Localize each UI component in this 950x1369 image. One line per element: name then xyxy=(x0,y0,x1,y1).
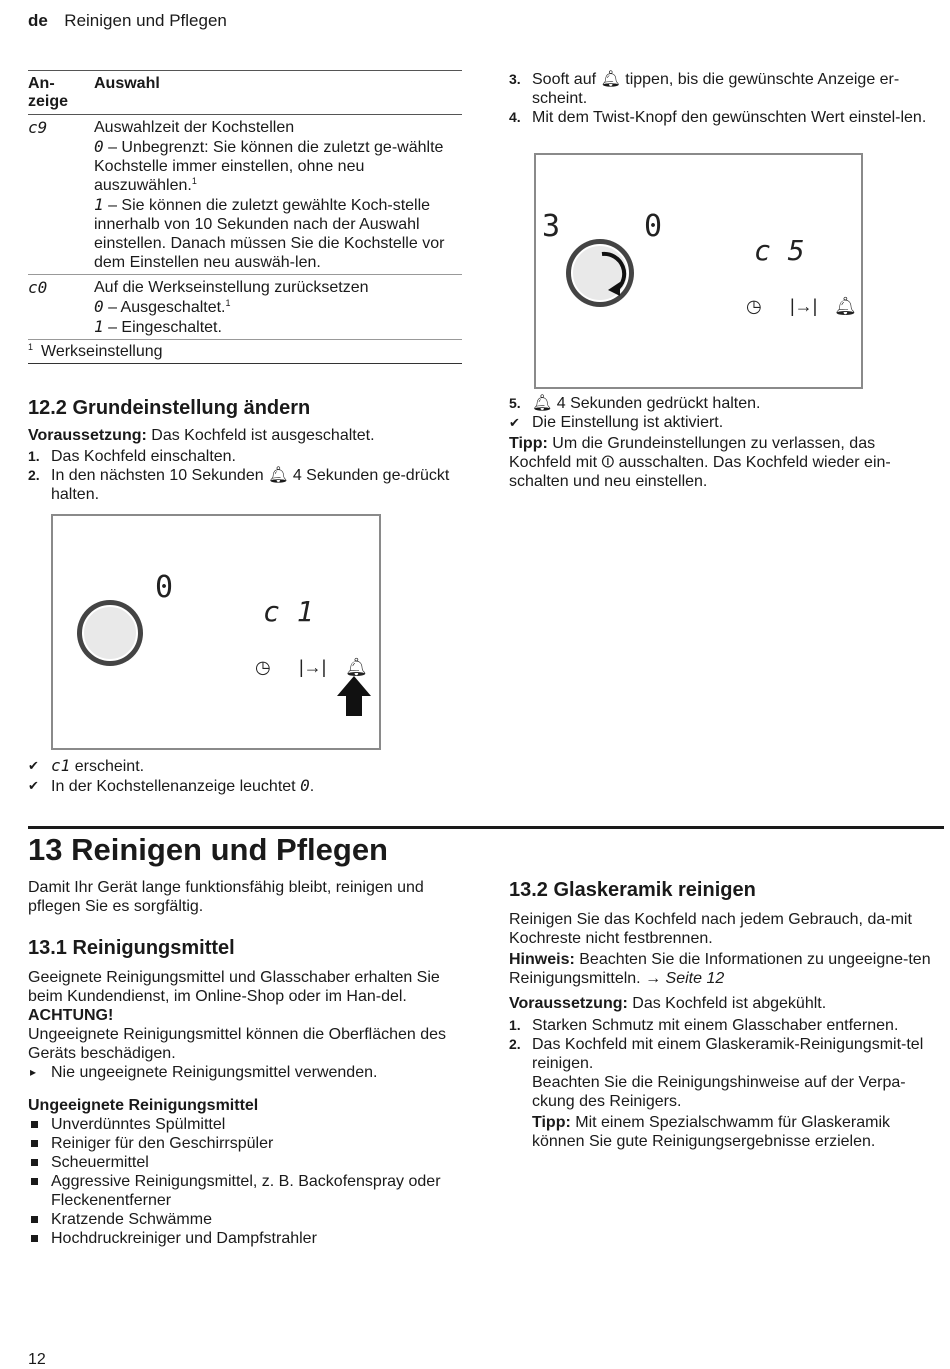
header-title: Reinigen und Pflegen xyxy=(64,11,227,30)
step-item: 4. Mit dem Twist-Knopf den gewünschten Wert einstel-len. xyxy=(509,109,927,126)
header-lang: de xyxy=(28,11,48,30)
list-item: Reiniger für den Geschirrspüler xyxy=(28,1134,462,1153)
result-item: ✔ c1 erscheint. xyxy=(28,756,145,775)
result-item: ✔ Die Einstellung ist aktiviert. xyxy=(509,414,724,431)
bell-icon: 🔔︎ xyxy=(600,71,621,88)
setting-display: c 1 xyxy=(263,595,314,628)
unsuitable-cleaner-list xyxy=(28,1115,462,1248)
table-header xyxy=(28,71,462,115)
paragraph: Geeignete Reinigungsmittel und Glasschaber erhalten Sie beim Kundendienst, im Online-Shop oder im Han-del. xyxy=(28,969,440,1005)
section-title: 13.2 Glaskeramik reinigen xyxy=(509,879,756,901)
page-number: 12 xyxy=(28,1351,46,1368)
step-item: 3. Sooft auf 🔔︎ tippen, bis die gewünschte Anzeige er-scheint. xyxy=(509,71,900,107)
option-1: 1 – Sie können die zuletzt gewählte Koch-stelle innerhalb von 10 Sekunden nach der Auswahl einstellen. Danach müssen Sie die Kochstelle vor dem Einstellen neu auswäh-len. xyxy=(94,195,445,271)
step-list xyxy=(509,70,941,127)
setting-display: c 5 xyxy=(754,234,805,267)
table-row xyxy=(28,275,462,340)
chapter-intro: Damit Ihr Gerät lange funktionsfähig bleibt, reinigen und pflegen Sie es sorgfältig. xyxy=(28,879,424,915)
step-list xyxy=(509,1016,943,1151)
step-item: 1. Starken Schmutz mit einem Glasschaber entfernen. xyxy=(509,1017,899,1034)
step-item: 2. In den nächsten 10 Sekunden 🔔︎ 4 Sekunden ge-drückt halten. xyxy=(28,467,450,503)
bell-icon: 🔔︎ xyxy=(345,657,368,677)
prerequisite: Voraussetzung: Das Kochfeld ist abgekühlt. xyxy=(509,995,827,1012)
arrow-right-icon: → xyxy=(645,970,662,987)
row-title: Auswahlzeit der Kochstellen xyxy=(94,119,295,136)
list-item: Scheuermittel xyxy=(28,1153,462,1172)
left-column-13 xyxy=(28,878,462,1248)
col-header-selection: Auswahl xyxy=(94,75,160,92)
selection-cell xyxy=(94,278,462,337)
bell-icon: 🔔︎ xyxy=(532,395,553,412)
list-item: Unverdünntes Spülmittel xyxy=(28,1115,462,1134)
direct-select-icon: |→| xyxy=(790,296,818,316)
timer-icon: ◷ xyxy=(255,657,271,677)
selection-cell xyxy=(94,118,462,272)
result-item: ✔ In der Kochstellenanzeige leuchtet 0. xyxy=(28,776,315,795)
section-13-2 xyxy=(509,878,943,1151)
cooktop-panel-2 xyxy=(534,153,863,389)
zone-display: 0 xyxy=(155,570,174,605)
tip: Tipp: Mit einem Spezialschwamm für Glaskeramik können Sie gute Reinigungsergebnisse erzielen. xyxy=(532,1114,891,1150)
option-0: 0 – Ausgeschaltet.$^1$ xyxy=(94,297,231,316)
right-steps-bottom xyxy=(509,394,941,491)
settings-table xyxy=(28,70,462,364)
option-1: 1 – Eingeschaltet. xyxy=(94,317,222,336)
list-item: Aggressive Reinigungsmittel, z. B. Backofenspray oder Fleckenentferner xyxy=(28,1172,462,1210)
direct-select-icon: |→| xyxy=(299,657,327,677)
list-item: Hochdruckreiniger und Dampfstrahler xyxy=(28,1229,462,1248)
power-icon: ⏼ xyxy=(601,454,615,471)
table-row xyxy=(28,115,462,275)
warning-label: ACHTUNG! xyxy=(28,1007,114,1024)
row-title: Auf die Werkseinstellung zurücksetzen xyxy=(94,279,369,296)
list-item: Kratzende Schwämme xyxy=(28,1210,462,1229)
result-list xyxy=(509,413,941,432)
timer-icon: ◷ xyxy=(746,296,762,316)
paragraph: Reinigen Sie das Kochfeld nach jedem Gebrauch, da-mit Kochreste nicht festbrennen. xyxy=(509,911,912,947)
bell-icon: 🔔︎ xyxy=(268,467,289,484)
section-title: 12.2 Grundeinstellung ändern xyxy=(28,397,311,419)
rotate-arrow-icon xyxy=(596,250,636,298)
section-12-2 xyxy=(28,396,462,504)
result-list xyxy=(28,756,462,796)
step-list xyxy=(509,394,941,413)
section-title: 13.1 Reinigungsmittel xyxy=(28,937,235,959)
option-0: 0 – Unbegrenzt: Sie können die zuletzt ge-wählte Kochstelle immer einstellen, ohne neu auszuwählen.$^1$ xyxy=(94,137,444,194)
chapter-title: 13 Reinigen und Pflegen xyxy=(28,832,388,867)
hint: Hinweis: Beachten Sie die Informationen zu ungeeigne-ten Reinigungsmitteln. → Seite 12 xyxy=(509,951,931,987)
display-code: c0 xyxy=(28,278,48,297)
zone-display: 0 xyxy=(644,209,663,244)
prerequisite: Voraussetzung: Das Kochfeld ist ausgeschaltet. xyxy=(28,427,375,444)
step-list xyxy=(28,447,462,504)
twist-knob xyxy=(77,600,143,666)
step-item: 5. 🔔︎ 4 Sekunden gedrückt halten. xyxy=(509,395,761,412)
table-footnote: $^1$ Werkseinstellung xyxy=(28,340,462,364)
chapter-rule xyxy=(28,826,944,829)
page-header xyxy=(28,11,227,31)
step-item: 1. Das Kochfeld einschalten. xyxy=(28,448,236,465)
step-note: Beachten Sie die Reinigungshinweise auf der Verpa-ckung des Reinigers. xyxy=(532,1074,906,1110)
page-link[interactable]: Seite 12 xyxy=(661,970,725,987)
list-title: Ungeeignete Reinigungsmittel xyxy=(28,1097,259,1114)
display-code: c9 xyxy=(28,118,48,137)
step-item: 2. Das Kochfeld mit einem Glaskeramik-Reinigungsmit-tel reinigen. Beachten Sie die Reinigungshinweise auf der Verpa-ckung des Reinigers. Tipp: Mit einem Spezialschwamm für Glaskeramik können Sie gute Reinigungsergebnisse erzielen. xyxy=(509,1035,943,1151)
tip: Tipp: Um die Grundeinstellungen zu verlassen, das Kochfeld mit ⏼ ausschalten. Das Kochfeld wieder ein-schalten und neu einstellen. xyxy=(509,435,891,490)
right-steps-top xyxy=(509,70,941,127)
col-header-display: An- zeige xyxy=(28,75,69,110)
zone-number: 3 xyxy=(542,209,561,244)
press-arrow-icon xyxy=(335,674,373,718)
cooktop-panel-1 xyxy=(51,514,381,750)
bell-icon: 🔔︎ xyxy=(834,296,857,316)
action-item: ▸ Nie ungeeignete Reinigungsmittel verwenden. xyxy=(30,1064,378,1081)
warning-text: Ungeeignete Reinigungsmittel können die Oberflächen des Geräts beschädigen. xyxy=(28,1026,447,1062)
